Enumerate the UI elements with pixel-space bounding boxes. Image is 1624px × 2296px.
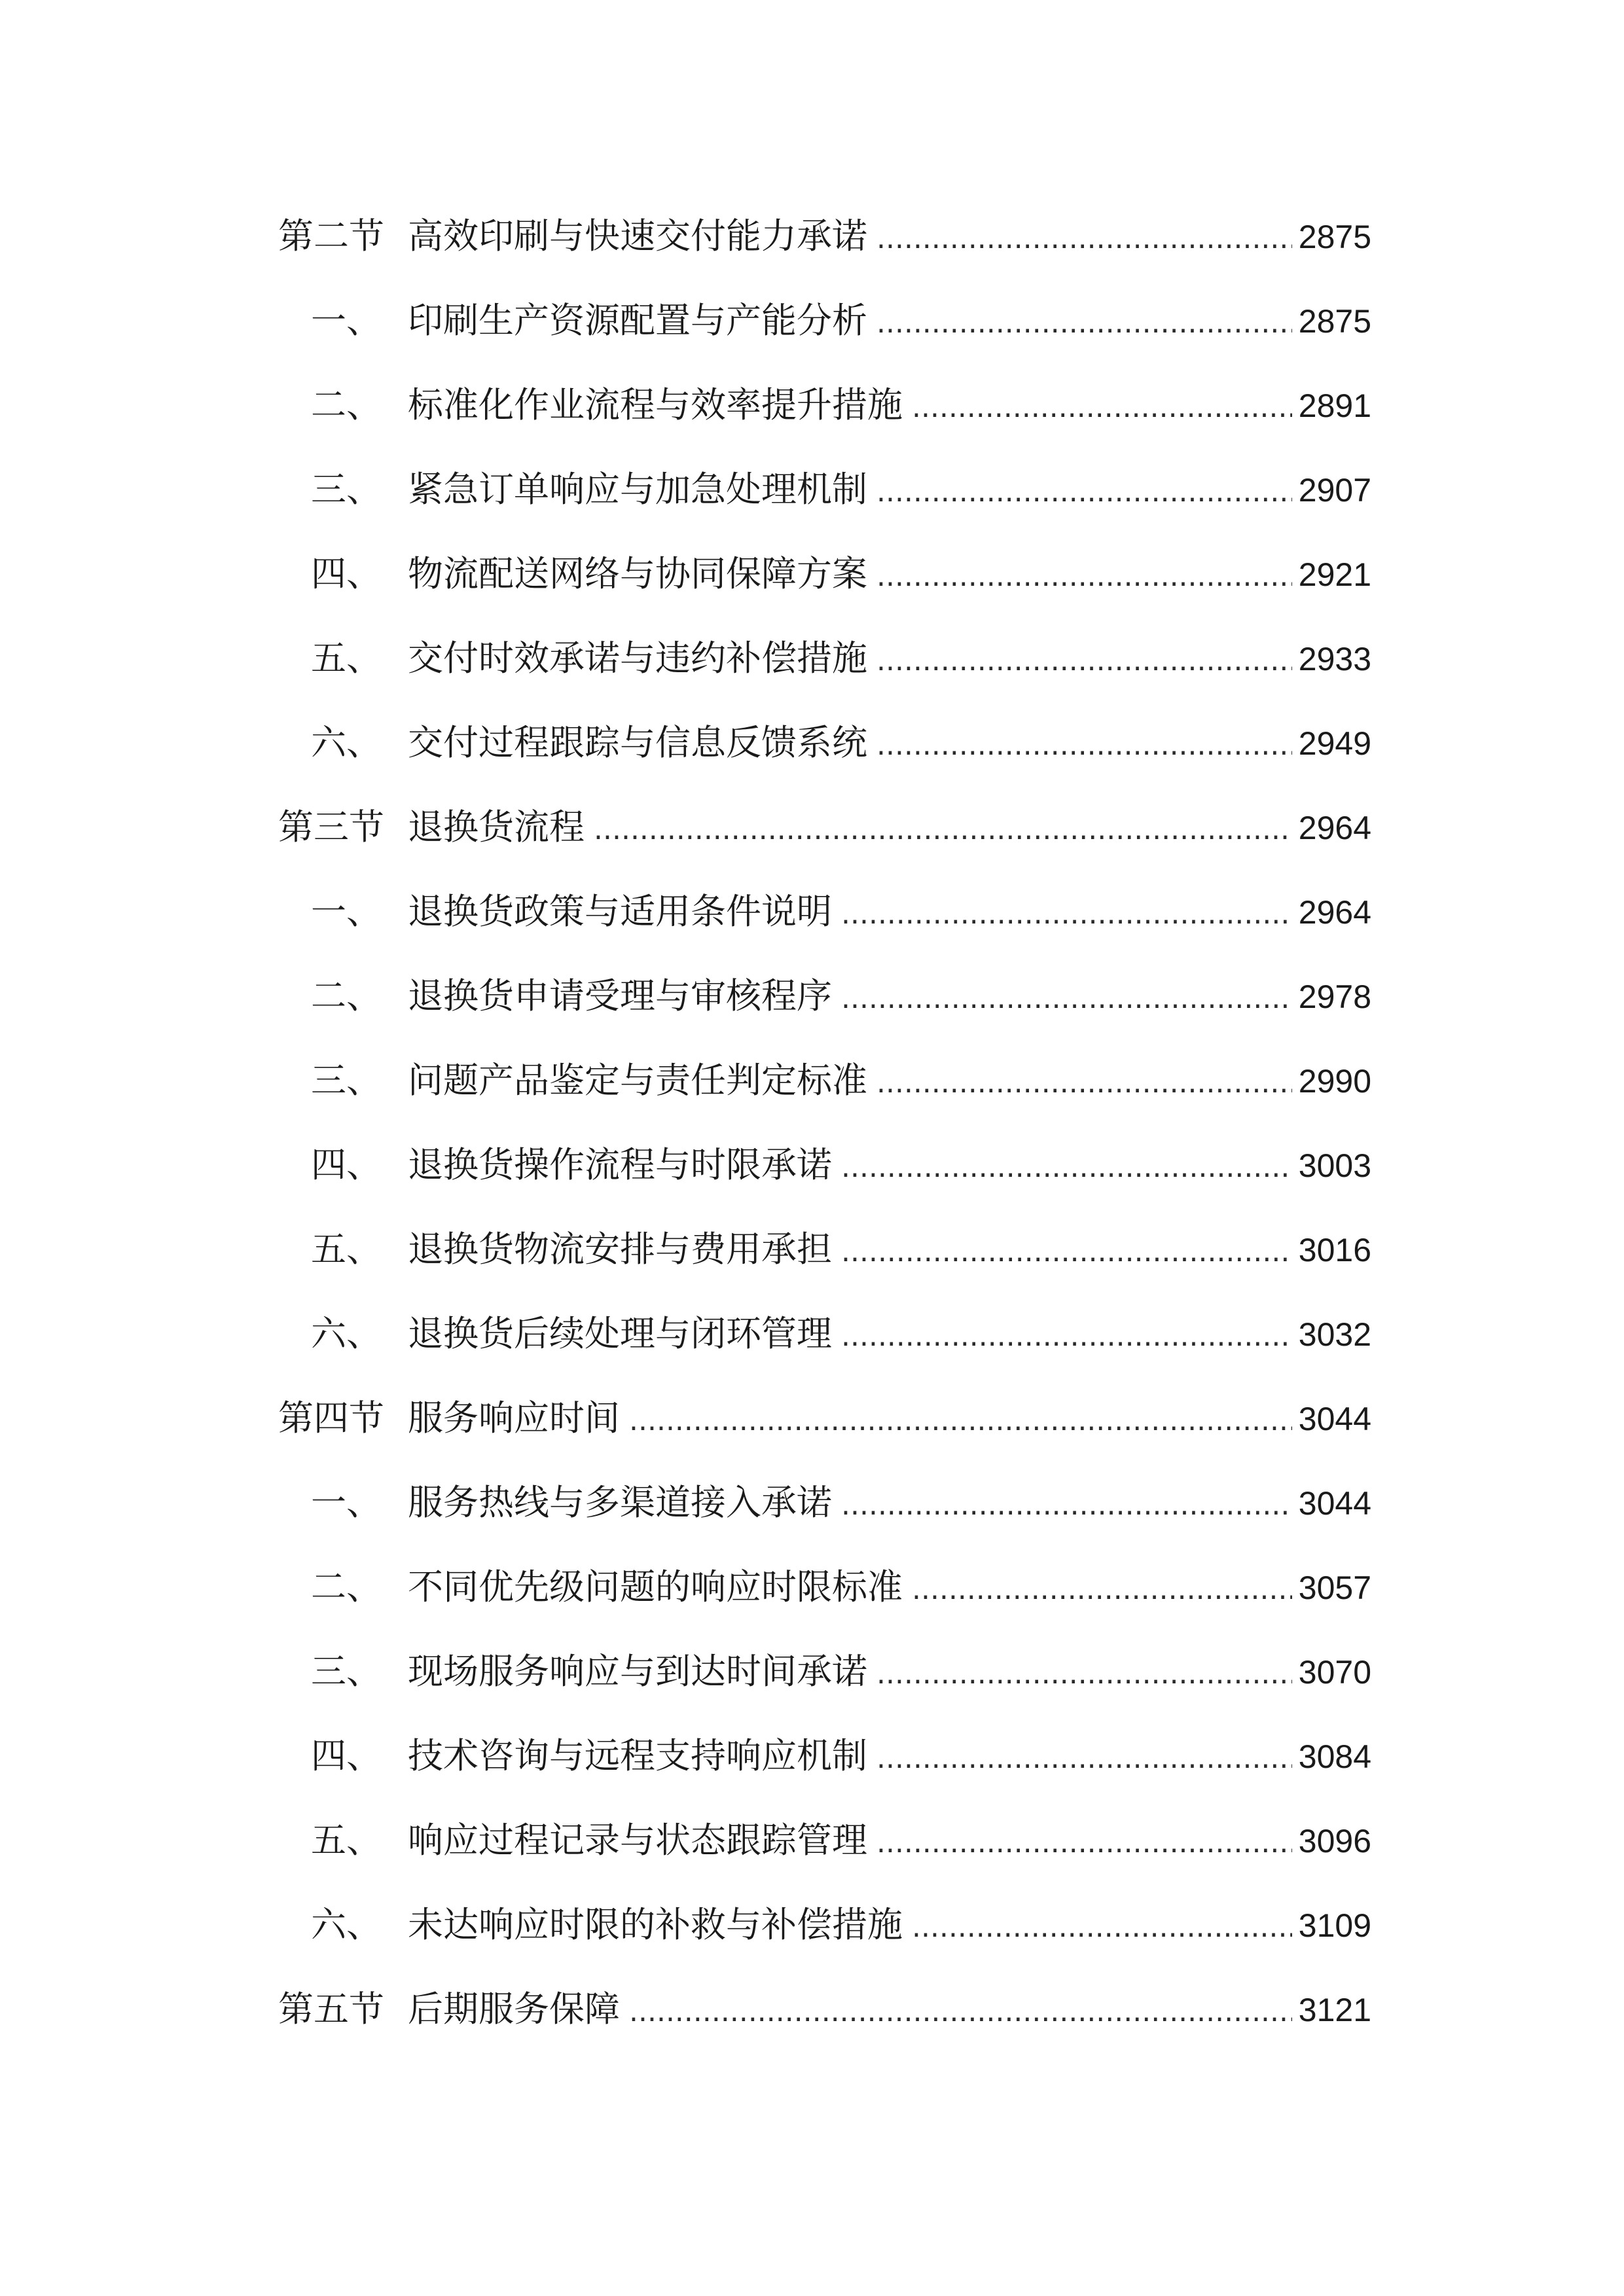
toc-entry-page: 3070 [1298, 1654, 1371, 1691]
toc-entry-page: 3121 [1298, 1992, 1371, 2028]
toc-entry-page: 2933 [1298, 641, 1371, 677]
toc-entry-number: 六、 [311, 722, 382, 763]
toc-entry[interactable] [278, 799, 1371, 884]
toc-entry-title: 标准化作业流程与效率提升措施 [408, 384, 903, 425]
dot-leader [876, 1055, 1292, 1111]
toc-entry-page: 2907 [1298, 472, 1371, 509]
toc-entry-title: 技术咨询与远程支持响应机制 [408, 1735, 867, 1776]
toc-entry-page: 3109 [1298, 1907, 1371, 1944]
toc-entry-page: 3016 [1298, 1232, 1371, 1268]
toc-entry-page: 3044 [1298, 1485, 1371, 1522]
toc-entry-number: 第二节 [278, 215, 384, 257]
toc-entry-title: 交付过程跟踪与信息反馈系统 [408, 722, 867, 763]
toc-entry-number: 五、 [311, 1229, 382, 1270]
toc-entry-title: 服务热线与多渠道接入承诺 [408, 1482, 832, 1523]
toc-entry[interactable] [278, 1981, 1371, 2066]
toc-entry-page: 3044 [1298, 1401, 1371, 1437]
toc-entry-page: 3057 [1298, 1570, 1371, 1606]
toc-entry-number: 四、 [311, 553, 382, 594]
toc-entry[interactable] [278, 1306, 1371, 1390]
toc-entry-page: 2990 [1298, 1063, 1371, 1100]
toc-entry[interactable] [278, 1897, 1371, 1981]
dot-leader [876, 717, 1292, 774]
dot-leader [876, 295, 1292, 351]
toc-entry[interactable] [278, 884, 1371, 968]
toc-entry[interactable] [278, 546, 1371, 630]
toc-entry-number: 六、 [311, 1904, 382, 1945]
toc-entry-title: 响应过程记录与状态跟踪管理 [408, 1820, 867, 1861]
toc-entry[interactable] [278, 968, 1371, 1052]
toc-entry-page: 2978 [1298, 978, 1371, 1015]
dot-leader [841, 971, 1292, 1027]
toc-entry-number: 六、 [311, 1313, 382, 1354]
toc-entry-title: 退换货操作流程与时限承诺 [408, 1144, 832, 1185]
toc-entry[interactable] [278, 208, 1371, 293]
toc-entry-number: 四、 [311, 1735, 382, 1776]
toc-entry-number: 第四节 [278, 1397, 384, 1439]
dot-leader [841, 1224, 1292, 1280]
toc-entry[interactable] [278, 1728, 1371, 1812]
toc-entry[interactable] [278, 461, 1371, 546]
dot-leader [629, 1984, 1292, 2040]
toc-entry[interactable] [278, 1812, 1371, 1897]
dot-leader [841, 1477, 1292, 1534]
toc-entry-title: 紧急订单响应与加急处理机制 [408, 469, 867, 510]
toc-entry-title: 物流配送网络与协同保障方案 [408, 553, 867, 594]
toc-entry-page: 2964 [1298, 810, 1371, 846]
toc-entry[interactable] [278, 293, 1371, 377]
toc-entry[interactable] [278, 630, 1371, 715]
toc-entry-number: 二、 [311, 1566, 382, 1607]
toc-entry-title: 退换货政策与适用条件说明 [408, 891, 832, 932]
toc-entry-number: 五、 [311, 637, 382, 679]
toc-entry-number: 三、 [311, 1060, 382, 1101]
toc-entry-title: 印刷生产资源配置与产能分析 [408, 300, 867, 341]
toc-entry-title: 退换货流程 [408, 806, 585, 848]
toc-entry-title: 服务响应时间 [408, 1397, 620, 1439]
toc-entry-page: 3032 [1298, 1316, 1371, 1353]
toc-entry-number: 三、 [311, 469, 382, 510]
toc-entry-page: 2875 [1298, 303, 1371, 340]
toc-entry[interactable] [278, 1221, 1371, 1306]
dot-leader [841, 1308, 1292, 1365]
dot-leader [876, 1646, 1292, 1702]
toc-entry-number: 第三节 [278, 806, 384, 848]
toc-entry[interactable] [278, 1390, 1371, 1475]
toc-entry-page: 3003 [1298, 1147, 1371, 1184]
toc-entry-number: 二、 [311, 975, 382, 1016]
toc-entry[interactable] [278, 377, 1371, 461]
toc-entry-page: 3096 [1298, 1823, 1371, 1859]
dot-leader [876, 633, 1292, 689]
toc-entry-number: 一、 [311, 1482, 382, 1523]
toc-entry-page: 2949 [1298, 725, 1371, 762]
toc-entry-page: 3084 [1298, 1738, 1371, 1775]
toc-entry[interactable] [278, 1559, 1371, 1643]
toc-entry-page: 2891 [1298, 387, 1371, 424]
toc-entry-number: 第五节 [278, 1988, 384, 2030]
toc-entry-title: 退换货物流安排与费用承担 [408, 1229, 832, 1270]
toc-entry[interactable] [278, 1137, 1371, 1221]
toc-entry-number: 五、 [311, 1820, 382, 1861]
toc-entry-title: 后期服务保障 [408, 1988, 620, 2030]
dot-leader [876, 1815, 1292, 1871]
dot-leader [876, 1731, 1292, 1787]
toc-entry[interactable] [278, 1643, 1371, 1728]
dot-leader [876, 464, 1292, 520]
dot-leader [912, 380, 1292, 436]
toc-entry-number: 二、 [311, 384, 382, 425]
toc-entry-title: 不同优先级问题的响应时限标准 [408, 1566, 903, 1607]
toc-entry[interactable] [278, 715, 1371, 799]
dot-leader [841, 1139, 1292, 1196]
toc-entry-number: 一、 [311, 891, 382, 932]
toc-entry-title: 未达响应时限的补救与补偿措施 [408, 1904, 903, 1945]
dot-leader [912, 1562, 1292, 1618]
toc-entry-title: 退换货后续处理与闭环管理 [408, 1313, 832, 1354]
dot-leader [594, 802, 1292, 858]
toc-entry-title: 高效印刷与快速交付能力承诺 [408, 215, 867, 257]
toc-entry-number: 三、 [311, 1651, 382, 1692]
toc-entry-number: 一、 [311, 300, 382, 341]
table-of-contents [278, 208, 1371, 2066]
toc-entry-title: 现场服务响应与到达时间承诺 [408, 1651, 867, 1692]
toc-entry-number: 四、 [311, 1144, 382, 1185]
dot-leader [629, 1393, 1292, 1449]
toc-entry-title: 交付时效承诺与违约补偿措施 [408, 637, 867, 679]
dot-leader [876, 211, 1292, 267]
toc-entry-page: 2921 [1298, 556, 1371, 593]
toc-entry[interactable] [278, 1475, 1371, 1559]
toc-entry-title: 退换货申请受理与审核程序 [408, 975, 832, 1016]
dot-leader [912, 1899, 1292, 1956]
toc-entry[interactable] [278, 1052, 1371, 1137]
toc-entry-page: 2964 [1298, 894, 1371, 931]
dot-leader [876, 548, 1292, 605]
toc-entry-title: 问题产品鉴定与责任判定标准 [408, 1060, 867, 1101]
dot-leader [841, 886, 1292, 942]
toc-entry-page: 2875 [1298, 219, 1371, 255]
